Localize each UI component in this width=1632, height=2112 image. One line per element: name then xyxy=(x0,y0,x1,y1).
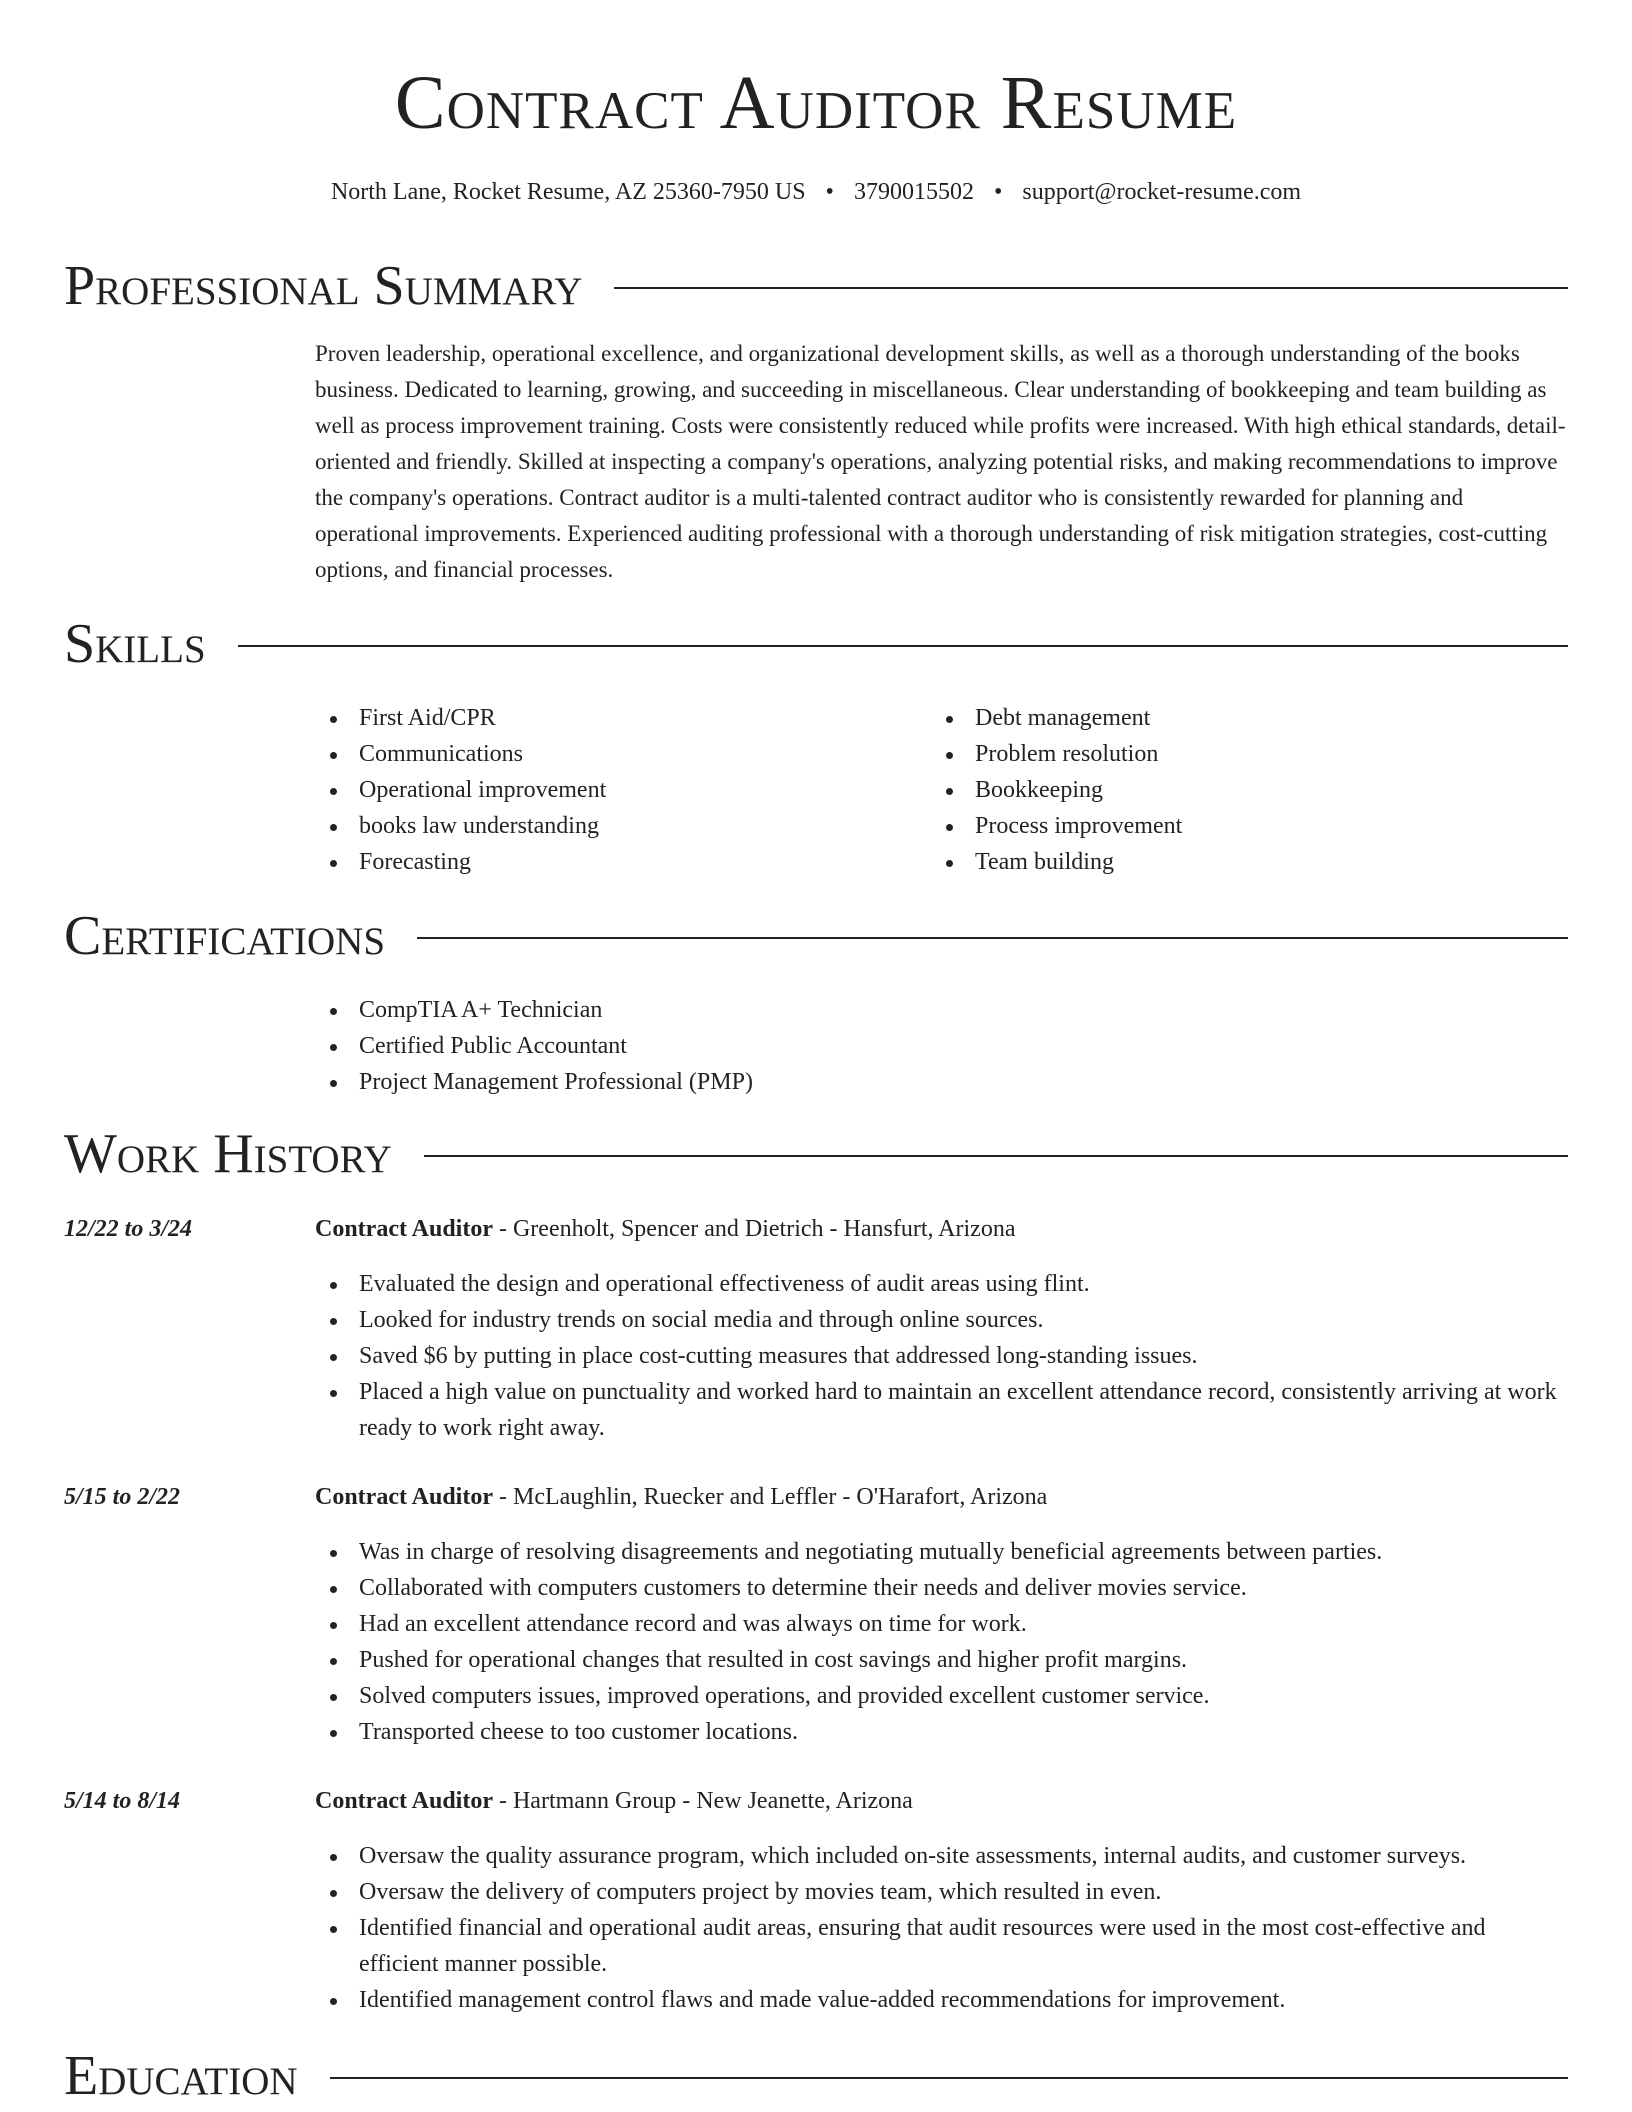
contact-line xyxy=(0,175,1632,209)
skill-item: Operational improvement xyxy=(315,772,875,808)
job-dates: 5/14 to 8/14 xyxy=(64,1788,181,1814)
section-divider xyxy=(424,1155,1568,1157)
certification-item: Project Management Professional (PMP) xyxy=(315,1064,1570,1100)
contact-email: support@rocket-resume.com xyxy=(1022,179,1302,205)
section-divider xyxy=(614,287,1568,289)
resume-title: Contract Auditor Resume xyxy=(394,61,1238,145)
skill-item: books law understanding xyxy=(315,808,875,844)
skill-item: Debt management xyxy=(931,700,1491,736)
section-divider xyxy=(238,645,1568,647)
job-heading xyxy=(315,1480,1570,1514)
section-certifications-header xyxy=(64,904,1568,968)
skill-item: First Aid/CPR xyxy=(315,700,875,736)
job-bullet: Placed a high value on punctuality and worked hard to maintain an excellent attendance record, consistently arriving at work ready to work right away. xyxy=(315,1374,1570,1446)
section-education-header xyxy=(64,2044,1568,2108)
job-bullet: Saved $6 by putting in place cost-cutting measures that addressed long-standing issues. xyxy=(315,1338,1570,1374)
section-summary-header xyxy=(64,254,1568,318)
job-title: Contract Auditor xyxy=(315,1216,493,1242)
skill-item: Team building xyxy=(931,844,1491,880)
section-heading: Professional Summary xyxy=(64,255,583,317)
skill-item: Bookkeeping xyxy=(931,772,1491,808)
contact-separator: • xyxy=(993,179,1003,205)
job-bullet: Transported cheese to too customer locations. xyxy=(315,1714,1570,1750)
job-title: Contract Auditor xyxy=(315,1788,493,1814)
job-company: - Greenholt, Spencer and Dietrich - Hansfurt, Arizona xyxy=(492,1216,1016,1242)
job-company: - McLaughlin, Ruecker and Leffler - O'Harafort, Arizona xyxy=(492,1484,1048,1510)
skill-item: Communications xyxy=(315,736,875,772)
certification-item: Certified Public Accountant xyxy=(315,1028,1570,1064)
job-bullet: Looked for industry trends on social media and through online sources. xyxy=(315,1302,1570,1338)
skill-item: Process improvement xyxy=(931,808,1491,844)
skills-column-left xyxy=(315,700,875,880)
job-bullets xyxy=(315,1534,1570,1750)
job-bullet: Oversaw the quality assurance program, which included on-site assessments, internal audits, and customer surveys. xyxy=(315,1838,1570,1874)
job-bullet: Pushed for operational changes that resulted in cost savings and higher profit margins. xyxy=(315,1642,1570,1678)
section-heading: Work History xyxy=(64,1123,392,1185)
job-title: Contract Auditor xyxy=(315,1484,493,1510)
job-bullets xyxy=(315,1838,1570,2018)
job-bullets xyxy=(315,1266,1570,1446)
job-heading xyxy=(315,1212,1570,1246)
certifications-list xyxy=(315,992,1570,1100)
contact-phone: 3790015502 xyxy=(853,179,974,205)
job-bullet: Oversaw the delivery of computers project by movies team, which resulted in even. xyxy=(315,1874,1570,1910)
skill-item: Problem resolution xyxy=(931,736,1491,772)
contact-address: North Lane, Rocket Resume, AZ 25360-7950 US xyxy=(330,179,806,205)
job-bullet: Identified financial and operational audit areas, ensuring that audit resources were used in the most cost-effective and efficient manner possible. xyxy=(315,1910,1570,1982)
job-company: - Hartmann Group - New Jeanette, Arizona xyxy=(492,1788,913,1814)
job-bullet: Had an excellent attendance record and was always on time for work. xyxy=(315,1606,1570,1642)
section-work-header xyxy=(64,1122,1568,1186)
contact-separator: • xyxy=(825,179,834,205)
job-dates: 12/22 to 3/24 xyxy=(64,1216,193,1242)
section-divider xyxy=(330,2077,1568,2079)
job-bullet: Collaborated with computers customers to determine their needs and deliver movies service. xyxy=(315,1570,1570,1606)
summary-text: Proven leadership, operational excellence, and organizational development skills, as well as a thorough understanding of the books business. Dedicated to learning, growing, and succeeding in miscellaneous. Clear understanding of bookkeeping and team building as well as process improvement training. Costs were consistently reduced while profits were increased. With high ethical standards, detail-oriented and friendly. Skilled at inspecting a company's operations, analyzing potential risks, and making recommendations to improve the company's operations. Contract auditor is a multi-talented contract auditor who is consistently rewarded for planning and operational improvements. Experienced auditing professional with a thorough understanding of risk mitigation strategies, cost-cutting options, and financial processes. xyxy=(315,341,1566,582)
skill-item: Forecasting xyxy=(315,844,875,880)
job-bullet: Evaluated the design and operational effectiveness of audit areas using flint. xyxy=(315,1266,1570,1302)
skills-column-right xyxy=(931,700,1491,880)
section-divider xyxy=(417,937,1568,939)
job-bullet: Solved computers issues, improved operations, and provided excellent customer service. xyxy=(315,1678,1570,1714)
section-heading: Education xyxy=(64,2045,298,2107)
job-dates: 5/15 to 2/22 xyxy=(64,1484,181,1510)
section-skills-header xyxy=(64,612,1568,676)
section-heading: Skills xyxy=(64,613,206,675)
certification-item: CompTIA A+ Technician xyxy=(315,992,1570,1028)
section-heading: Certifications xyxy=(64,905,386,967)
job-bullet: Was in charge of resolving disagreements and negotiating mutually beneficial agreements between parties. xyxy=(315,1534,1570,1570)
job-bullet: Identified management control flaws and made value-added recommendations for improvement. xyxy=(315,1982,1570,2018)
job-heading xyxy=(315,1784,1570,1818)
